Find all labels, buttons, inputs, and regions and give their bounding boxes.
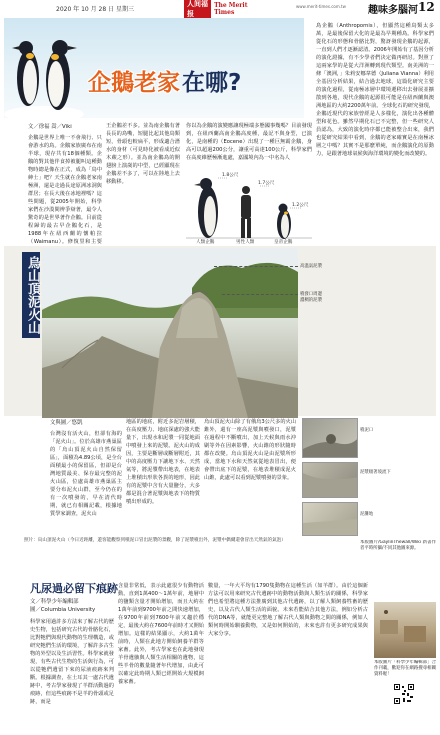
- article1-byline: 文／徐福 嵩／Viki: [28, 124, 72, 130]
- headline-question-mark: ?: [228, 70, 242, 96]
- size-comparison-figure: [186, 168, 312, 246]
- volcano-article-byline: 文與圖／悠凱: [50, 420, 83, 426]
- headline-main: 企鵝老家: [88, 70, 180, 96]
- figure-label-human: 男性人類: [236, 240, 255, 245]
- mudflow-photo: [302, 462, 358, 498]
- article1-column-2: 王企鵝差不多。並為南企鵝有著長長的鳥嘴，短腿比起其他鳥類短，骨頭也較扁平，形成適合潛水的身材（可見時化被看成近似木蕨之形）。並為南企鵝鳥的開翅膀上演歲的中型，已經顯現在企鵝差不多了，可以在陸地上去移動移。: [106, 123, 180, 185]
- height-label-2: 1.7公尺: [258, 181, 275, 186]
- logo-english: The Merit Times: [214, 1, 248, 16]
- archaeology-site-photo: [374, 602, 436, 658]
- title-banner: [4, 18, 304, 118]
- height-label-1: 1.8公尺: [222, 173, 239, 178]
- callout-line-2: [222, 294, 298, 295]
- volcano-column-3: 烏山頂泥火山除了有俄烏3公尺多的火山錐外，還有一座高泥漿與噴發口，泥漿在過程中不斷噴出，加上天候與雨水沖刷等外在因素影響，火山錐的形狀隨時都在改變。烏山頂泥火山是由泥漿所形成，當地下水和天然氣從地表冒出，便會帶出底下的泥漿，在地表堆積成泥火山錐，此處可以看到泥漿噴發的景象。: [204, 419, 296, 481]
- article2-column-3: 數量，一年大平均有1790隻動物在這種生活（如羊群）。由於這個新方法可以用來研究古代遺跡中的動物活動與人類生活的關係，科學家們也希望將這種方法推廣到其他古代遺跡，以了解人類飼養牲畜的歷史，以及古代人類生活的面貌。未來若能結合其他方法，例如分析古代的DNA等，就能更完整地了解古代人類與動物之間的關係，例如人類何時開始馴養動物，又是如何開始的，未來也許有更多研究成果與大家分享。: [208, 583, 368, 637]
- mudflat-illustration: [303, 503, 358, 536]
- article1-column-1: 企鵝是世界上唯一不會飛行、只會游水的鳥。企鵝家族廣布在南半球，現存共有18個種類。企鵝的對其他伴食掉被腿叫這種動物時總是像在正式，成為「鳥中紳士」吧？天生就在企鵝老家南極洲，還是走過長途原洲冰洞與群居；在長大後在冰地裡嗎？這些問題，從2005年開始，科學家們在沙漠間辨爭辯著，最令人驚奇的是世界著作企鵝。目前從程歸的最古早企鵝化石，是1988年在紐西蘭的懷帕拉（Waimanu）。修復里和主要: [28, 135, 102, 244]
- article2-column-1: 科學家用過許多方法來了解古代的歷史生物，包括研究古代的骨骼化石，比對牠們與現代動物的生理構造，或研究牠們生活的環境，了解許多古生物的外型以及生活習性。科學家就發現，有些古代生物的生活與行為，可以從牠們遺留下來的尿液痕跡來判斷。根據調查，在土耳其一處古代遺跡中，考古學家發現了羊群活動過的痕跡，但這些痕跡不是羊的骨頭或足跡，而是: [30, 619, 114, 705]
- headline-tail: 在哪: [182, 70, 228, 96]
- callout-vent-area: 噴發口周邊: [300, 292, 322, 297]
- archaeology-photo-caption: 本版圖片「科學少年編輯部」合作刊載，歡迎你在網路搜尋相關資料喔！: [374, 660, 436, 677]
- page-number: 12: [418, 0, 435, 14]
- image-credit-caption: 本版圖片/GaylinThewall/Wiki 新書作者平時所攝/不同其他圖來源。: [360, 540, 436, 551]
- mudflow-illustration: [303, 463, 358, 498]
- archaeology-site-illustration: [374, 602, 436, 658]
- figure-label-emperor-penguin: 皇帝企鵝: [274, 240, 293, 245]
- mud-volcano-photo: [42, 248, 298, 418]
- photo-label-mudflow: 泥漿順著坡流下: [360, 470, 391, 475]
- figure-label-giant-penguin: 人類企鵝: [196, 240, 215, 245]
- article2-column-2: 含量非常低，表示此處很少有動物活動。直到1萬400～1萬年前，地層中的鹽類含量才開始增加，而且大約在1萬年前到9700年前之間快速增加，在9700年前到7600年前又趨於穩定，最後大約在7600年前時才又開始增加。這樣的結果顯示，大約1萬年前時，人類在此地方開始飼養羊群等家畜。此外，考古學家也在此地發現羊骨遺骸與人類生活相關的遺物，這些羊骨的數量隨著年代增加，由此可以確定此時期人類已經開始大規模飼養家畜。: [118, 583, 204, 685]
- volcano-column-1: 台灣沒有活火山，但卻有海的「泥火山」。位於高雄市燕巢區的「烏山頂泥火山自然保留區」，面積為4.89公頃，是全台面積最小的保留區，但卻是台灣地質最美、保存最完整的泥火山區，位處高雄市燕巢區主要分布泥火山群，至今仍在的有一次噴發的，早在清代時期，就已有相關記載，根據地質學家調查，泥火山: [50, 431, 122, 517]
- vent-illustration: [303, 419, 358, 458]
- volcano-photo-caption: 照片：烏山頂泥火山（今日近距離，遊客能觀察到噴泥口冒出泥漿的景觀，除了泥漿噴出外，泥漿中偶爾還會冒出天然氣的氣泡）: [24, 538, 286, 543]
- callout-hot-mud: 高溫氣泥漿: [300, 264, 322, 269]
- article1-column-4: 鳥企鵝（Anthropornis），但顯然這種鳥類太多萬，是最後保留大化的是最為早期種鳥。科學家們從化石的形態和骨骼比對，驚訝發現企鵝的起源，一直到人們才逐漸認清。2006年開始有了基因分析的演化證據，有不少學者們決定做再研討。對照了這兩家學的是從大洋洲轉到現代類型。南美洲的一條「澳洲，」朱莉安娜韋德（Juliana Vianna）利用全基因分析結果，結合過去地球，這篇化研究主要的演化過程，從南極冰層中環境遷移出去發展並擴散到各地，現代企鵝的起源很可能是在紐西蘭與澳洲地區的大約2200萬年前。全球化石的研究發現，企鵝近現代的家族曾經是人多樣化，演化出各種體型和花色。雖然早期化石已不完整，但一些研究人員認為，大致的演化時序都已能被整合出來，我們也從研究結果中看到，企鵝的老家確實是在南極冰層之中嗎？其實不是那麼單純，而企鵝演化的原動力，是跟著地球氣候與海洋環境的變化而改變的。: [316, 23, 434, 157]
- newspaper-logo: [184, 0, 256, 18]
- mud-volcano-illustration: [42, 248, 298, 418]
- emperor-penguins-illustration: [4, 18, 84, 118]
- page-header: [0, 0, 440, 18]
- issue-date: 2020 年 10 月 28 日 星期三: [56, 6, 134, 13]
- height-label-3: 1.2公尺: [292, 203, 309, 208]
- section-name: 趣味多腦河: [368, 5, 418, 16]
- volcano-vertical-title: 烏山頂泥火山: [22, 252, 40, 338]
- mudflat-photo: [302, 502, 358, 536]
- vent-photo: [302, 418, 358, 458]
- logo-chinese: 人间福报: [184, 0, 211, 20]
- article2-title: 凡尿過必留下痕跡: [30, 582, 118, 595]
- article2-byline: 文／科學少年編輯部 圖／Columbia University: [30, 599, 96, 613]
- volcano-column-2: 地區的地底，附近多泥岩層積，在高度壓力、地底深處的強大能量下，出現水和泥漿一同從地面中噴發上來的泥漿。泥火山的成因，主要是斷層或斷層附近，其中的高度壓力下讓地下水、天然氣等，將泥漿帶出地表，在地表上堆積出形狀各異的地形，因此有的泥漿中含有大量鹽分，大多都是混合著泥漿與地表下的物質噴出形成的。: [126, 419, 200, 505]
- photo-label-mudflat: 泥灘地: [360, 512, 374, 517]
- headline: [88, 64, 241, 97]
- article1-column-3: 你以為企鵝的演變應讓現極端多態國事幾嗎？目前發現到，在紐西蘭高南企鵝高度種，最記不與身型，已演化，是南種的（Eocene）出現了一種巨無霸企鵝，身高可以超過200公分，讓重可高達100公斤，科學家們在高度維歷極漸進處，嘉國境內為一中名為人: [186, 123, 312, 161]
- qr-code-icon[interactable]: [394, 684, 414, 704]
- photo-label-vent: 噴泥口: [360, 428, 374, 433]
- callout-thick-mud: 濃稠的泥漿: [300, 298, 322, 303]
- callout-line-1: [214, 266, 298, 267]
- website-url: www.merit-times.com.tw: [296, 4, 346, 9]
